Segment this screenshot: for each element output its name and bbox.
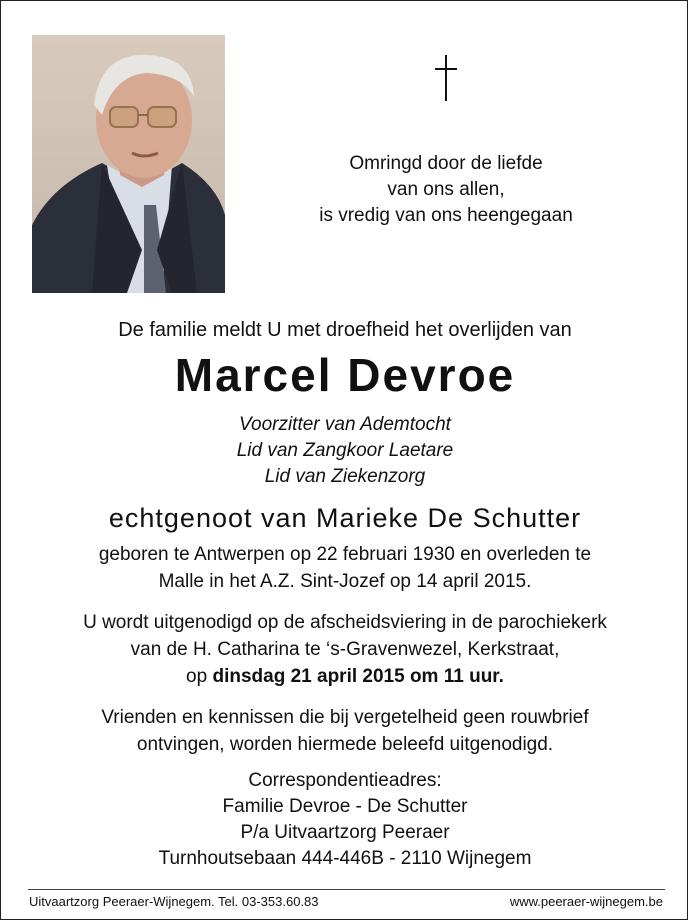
invitation-text — [1, 609, 689, 690]
cross-icon — [431, 53, 461, 103]
spouse-line: echtgenoot van Marieke De Schutter — [108, 503, 582, 533]
role-line: Lid van Ziekenzorg — [264, 466, 426, 487]
footer-website: www.peeraer-wijnegem.be — [509, 894, 663, 909]
friends-line: Vrienden en kennissen die bij vergetelheid geen rouwbrief — [101, 707, 589, 728]
intro-line: Omringd door de liefde — [349, 153, 543, 174]
correspondence-line: P/a Uitvaartzorg Peeraer — [240, 822, 450, 843]
role-line: Voorzitter van Ademtocht — [239, 414, 451, 435]
invitation-line: van de H. Catharina te ‘s-Gravenwezel, Kerkstraat, — [130, 639, 560, 660]
intro-line: is vredig van ons heengegaan — [319, 205, 573, 226]
birth-death-text — [1, 541, 689, 595]
footer-divider — [28, 889, 665, 890]
correspondence-line: Turnhoutsebaan 444-446B - 2110 Wijnegem — [158, 848, 532, 869]
friends-line: ontvingen, worden hiermede beleefd uitgenodigd. — [136, 734, 554, 755]
invitation-prefix: op — [186, 666, 213, 687]
intro-line: van ons allen, — [387, 179, 505, 200]
portrait-photo — [32, 35, 225, 293]
invitation-line: U wordt uitgenodigd op de afscheidsviering in de parochiekerk — [83, 612, 607, 633]
invitation-line — [1, 663, 689, 690]
announcement: De familie meldt U met droefheid het overlijden van — [118, 319, 572, 341]
correspondence-address — [1, 768, 689, 872]
friends-note — [1, 704, 689, 758]
footer-funeral-home: Uitvaartzorg Peeraer-Wijnegem. Tel. 03-353.60.83 — [29, 894, 319, 909]
birth-death-line: geboren te Antwerpen op 22 februari 1930 en overleden te — [98, 544, 592, 565]
deceased-name: Marcel Devroe — [174, 349, 516, 401]
portrait-illustration — [32, 35, 225, 293]
intro-text — [271, 151, 621, 229]
service-datetime: dinsdag 21 april 2015 om 11 uur. — [212, 666, 504, 687]
birth-death-line: Malle in het A.Z. Sint-Jozef op 14 april 2015. — [158, 571, 532, 592]
correspondence-line: Familie Devroe - De Schutter — [222, 796, 468, 817]
correspondence-line: Correspondentieadres: — [248, 770, 442, 791]
role-line: Lid van Zangkoor Laetare — [236, 440, 454, 461]
roles-list — [1, 412, 689, 490]
